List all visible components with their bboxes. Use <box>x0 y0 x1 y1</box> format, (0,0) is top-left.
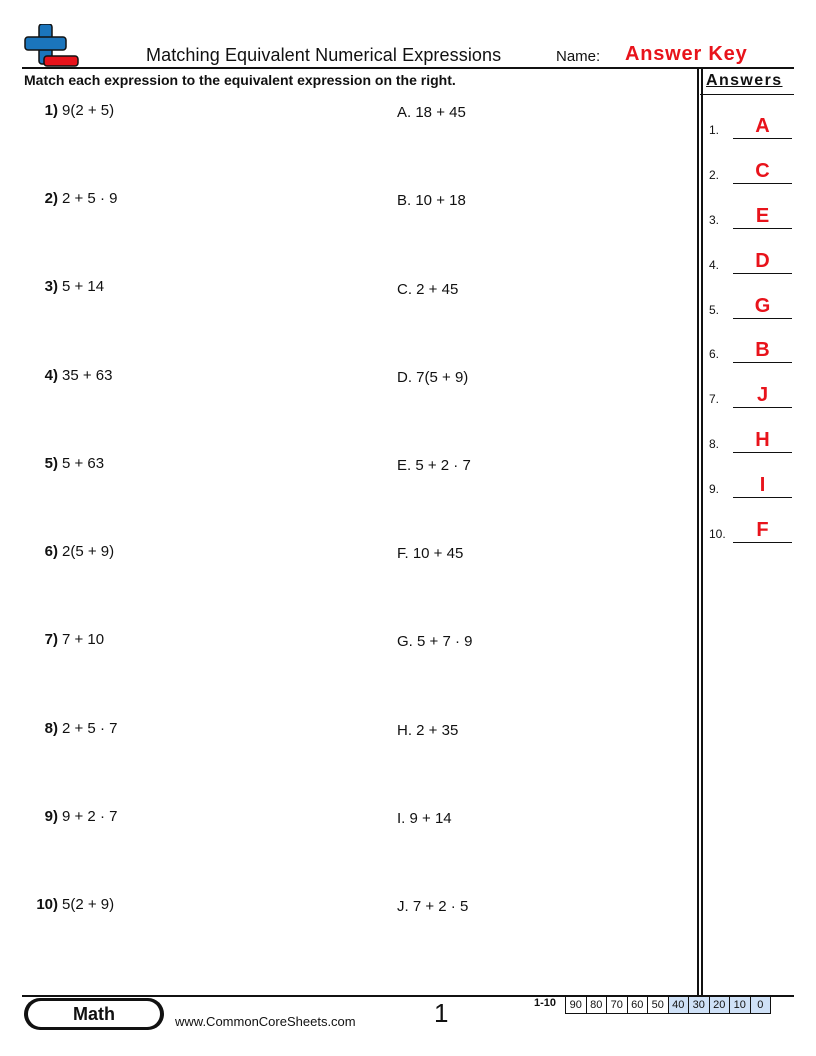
website-text: www.CommonCoreSheets.com <box>175 1014 356 1029</box>
answer-row <box>709 333 793 363</box>
answers-column-divider-right <box>701 67 703 996</box>
question-item <box>24 367 112 384</box>
option-d: D. 7(5 + 9) <box>397 369 469 386</box>
answer-letter: I <box>759 474 766 496</box>
answer-blank-line <box>733 452 792 453</box>
score-cell: 10 <box>729 997 750 1013</box>
answer-blank-line <box>733 138 792 139</box>
question-expression: 7 + 10 <box>62 631 105 648</box>
question-expression: 9(2 + 5) <box>62 102 115 119</box>
answer-letter: G <box>754 295 771 317</box>
question-number: 1) <box>44 102 58 119</box>
answer-row <box>709 513 793 543</box>
option-f: F. 10 + 45 <box>397 545 464 562</box>
answer-letter: F <box>756 519 769 541</box>
option-i: I. 9 + 14 <box>397 810 452 827</box>
question-expression: 5 + 14 <box>62 278 105 295</box>
answer-number: 2. <box>709 168 720 182</box>
answer-row <box>709 199 793 229</box>
question-number: 9) <box>44 808 58 825</box>
answer-blank-line <box>733 542 792 543</box>
answers-column-divider-left <box>697 67 699 996</box>
answer-blank-line <box>733 497 792 498</box>
score-cell: 30 <box>688 997 709 1013</box>
answer-letter: A <box>755 115 770 137</box>
subject-label: Math <box>28 1001 160 1027</box>
question-number: 8) <box>44 720 58 737</box>
score-cell: 20 <box>709 997 730 1013</box>
question-number: 3) <box>44 278 58 295</box>
question-item <box>24 808 117 825</box>
score-cell: 0 <box>750 997 771 1013</box>
question-expression: 35 + 63 <box>62 367 113 384</box>
answer-number: 3. <box>709 213 720 227</box>
answer-blank-line <box>733 362 792 363</box>
instructions: Match each expression to the equivalent expression on the right. <box>24 72 456 88</box>
score-cell: 70 <box>606 997 627 1013</box>
answers-header-rule <box>700 94 794 95</box>
question-expression: 5(2 + 9) <box>62 896 115 913</box>
answer-number: 10. <box>709 527 726 541</box>
score-cell: 60 <box>627 997 648 1013</box>
answer-row <box>709 423 793 453</box>
answer-letter: D <box>755 250 770 272</box>
question-expression: 5 + 63 <box>62 455 105 472</box>
question-item <box>24 543 114 560</box>
option-b: B. 10 + 18 <box>397 192 466 209</box>
question-number: 6) <box>44 543 58 560</box>
answer-blank-line <box>733 273 792 274</box>
answers-heading: Answers <box>706 72 783 89</box>
answer-row <box>709 378 793 408</box>
subject-badge <box>24 998 164 1030</box>
answer-blank-line <box>733 318 792 319</box>
question-number: 10) <box>36 896 58 913</box>
worksheet-title: Matching Equivalent Numerical Expressions <box>146 45 502 65</box>
answer-letter: E <box>755 205 770 227</box>
answer-blank-line <box>733 228 792 229</box>
answer-number: 1. <box>709 123 720 137</box>
score-range-label: 1-10 <box>534 997 557 1009</box>
answer-row <box>709 244 793 274</box>
page-number: 1 <box>434 998 449 1028</box>
question-expression: 2(5 + 9) <box>62 543 115 560</box>
answer-number: 7. <box>709 392 720 406</box>
answer-letter: B <box>755 339 770 361</box>
answer-row <box>709 109 793 139</box>
option-h: H. 2 + 35 <box>397 722 459 739</box>
question-number: 5) <box>44 455 58 472</box>
question-number: 4) <box>44 367 58 384</box>
answer-number: 6. <box>709 347 720 361</box>
option-a: A. 18 + 45 <box>397 104 466 121</box>
score-cell: 50 <box>647 997 668 1013</box>
option-c: C. 2 + 45 <box>397 281 459 298</box>
question-item <box>24 278 104 295</box>
answer-row <box>709 154 793 184</box>
question-item <box>24 720 117 737</box>
score-cell: 40 <box>668 997 689 1013</box>
score-table <box>565 996 771 1014</box>
answer-blank-line <box>733 183 792 184</box>
answer-row <box>709 289 793 319</box>
question-number: 2) <box>44 190 58 207</box>
answer-number: 8. <box>709 437 720 451</box>
score-cell: 80 <box>586 997 607 1013</box>
name-label: Name: <box>556 48 601 65</box>
score-cell: 90 <box>569 999 582 1011</box>
answer-number: 4. <box>709 258 720 272</box>
answer-letter: J <box>756 384 769 406</box>
question-item <box>24 190 117 207</box>
answer-key-label: Answer Key <box>625 43 748 65</box>
option-j: J. 7 + 2 · 5 <box>397 898 469 915</box>
question-expression: 2 + 5 · 7 <box>62 720 118 737</box>
question-item <box>24 896 114 913</box>
option-e: E. 5 + 2 · 7 <box>397 457 471 474</box>
answer-number: 9. <box>709 482 720 496</box>
header-divider <box>22 67 794 69</box>
option-g: G. 5 + 7 · 9 <box>397 633 473 650</box>
question-number: 7) <box>44 631 58 648</box>
answer-blank-line <box>733 407 792 408</box>
question-item <box>24 102 114 119</box>
answer-letter: C <box>755 160 770 182</box>
answer-row <box>709 468 793 498</box>
question-item <box>24 631 104 648</box>
answer-number: 5. <box>709 303 720 317</box>
answer-letter: H <box>755 429 770 451</box>
question-expression: 2 + 5 · 9 <box>62 190 118 207</box>
question-expression: 9 + 2 · 7 <box>62 808 118 825</box>
question-item <box>24 455 104 472</box>
plus-minus-logo-icon <box>22 24 80 68</box>
